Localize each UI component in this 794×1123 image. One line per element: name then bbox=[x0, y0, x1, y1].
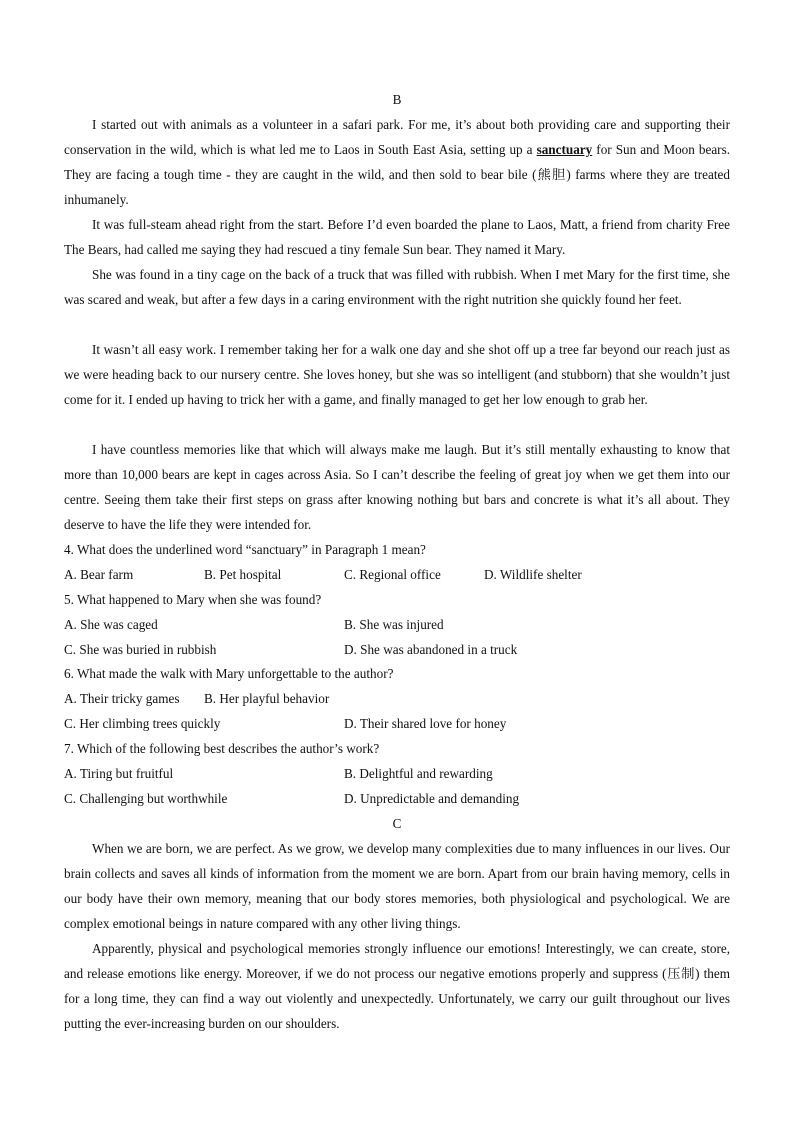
question-7-option-c[interactable]: C. Challenging but worthwhile bbox=[64, 791, 228, 806]
question-4-option-b[interactable]: B. Pet hospital bbox=[204, 567, 282, 582]
question-5-option-a[interactable]: A. She was caged bbox=[64, 617, 158, 632]
question-4-option-d[interactable]: D. Wildlife shelter bbox=[484, 567, 582, 582]
question-6-option-a[interactable]: A. Their tricky games bbox=[64, 691, 180, 706]
paragraph-text: for Sun and Moon bears. They are facing a tough time - they are caught in the wild, and then sold to bear bile (熊胆) farms where they are treated inhumanely. bbox=[64, 142, 731, 207]
question-7-stem: 7. Which of the following best describes the author’s work? bbox=[64, 741, 380, 756]
question-4-option-c[interactable]: C. Regional office bbox=[344, 567, 441, 582]
section-b-paragraph-3: She was found in a tiny cage on the back of a truck that was filled with rubbish. When I met Mary for the first time, she was scared and weak, but after a few days in a caring environment with the right nutrition she quickly found her feet. bbox=[64, 267, 730, 307]
question-6-option-d[interactable]: D. Their shared love for honey bbox=[344, 716, 507, 731]
underlined-word-sanctuary: sanctuary bbox=[536, 142, 593, 157]
question-7-option-a[interactable]: A. Tiring but fruitful bbox=[64, 766, 174, 781]
question-6-option-c[interactable]: C. Her climbing trees quickly bbox=[64, 716, 221, 731]
question-6-stem: 6. What made the walk with Mary unforgettable to the author? bbox=[64, 666, 394, 681]
question-4-stem: 4. What does the underlined word “sanctuary” in Paragraph 1 mean? bbox=[64, 542, 426, 557]
section-c-title: C bbox=[392, 816, 402, 831]
question-7-option-d[interactable]: D. Unpredictable and demanding bbox=[344, 791, 520, 806]
question-4-option-a[interactable]: A. Bear farm bbox=[64, 567, 134, 582]
section-b-paragraph-1 bbox=[64, 112, 730, 212]
section-b-paragraph-2: It was full-steam ahead right from the start. Before I’d even boarded the plane to Laos, Matt, a friend from charity Free The Bears, had called me saying they had rescued a tiny female Sun bear. They named it Mary. bbox=[64, 217, 730, 257]
section-c-paragraph-1: When we are born, we are perfect. As we grow, we develop many complexities due to many influences in our lives. Our brain collects and saves all kinds of information from the moment we are born. Apart from our brain having memory, cells in our body have their own memory, meaning that our body stores memories, both physiological and psychological. We are complex emotional beings in nature compared with any other living things. bbox=[64, 841, 730, 931]
question-5-option-b[interactable]: B. She was injured bbox=[344, 617, 444, 632]
section-b-paragraph-4: It wasn’t all easy work. I remember taking her for a walk one day and she shot off up a tree far beyond our reach just as we were heading back to our nursery centre. She loves honey, but she was so intelligent (and stubborn) that she wouldn’t just come for it. I ended up having to trick her with a game, and finally managed to get her low enough to grab her. bbox=[64, 342, 730, 407]
question-5-stem: 5. What happened to Mary when she was found? bbox=[64, 592, 322, 607]
section-c-paragraph-2: Apparently, physical and psychological memories strongly influence our emotions! Interestingly, we can create, store, and release emotions like energy. Moreover, if we do not process our negative emotions properly and suppress (压制) them for a long time, they can find a way out violently and unexpectedly. Unfortunately, we carry our guilt throughout our lives putting the ever-increasing burden on our shoulders. bbox=[64, 941, 730, 1031]
question-5-option-c[interactable]: C. She was buried in rubbish bbox=[64, 642, 217, 657]
question-5-option-d[interactable]: D. She was abandoned in a truck bbox=[344, 642, 518, 657]
question-6-option-b[interactable]: B. Her playful behavior bbox=[204, 691, 330, 706]
paragraph-text: I started out with animals as a volunteer in a safari park. For me, it’s about both providing care and supporting their conservation in the wild, which is what led me to Laos in South East Asia, setting up a bbox=[64, 117, 730, 157]
section-b-paragraph-5: I have countless memories like that which will always make me laugh. But it’s still mentally exhausting to know that more than 10,000 bears are kept in cages across Asia. So I can’t describe the feeling of great joy when we get them into our centre. Seeing them take their first steps on grass after knowing nothing but bars and concrete is what it’s all about. They deserve to have the life they were intended for. bbox=[64, 442, 730, 532]
question-7-option-b[interactable]: B. Delightful and rewarding bbox=[344, 766, 493, 781]
section-b-title: B bbox=[392, 92, 402, 107]
